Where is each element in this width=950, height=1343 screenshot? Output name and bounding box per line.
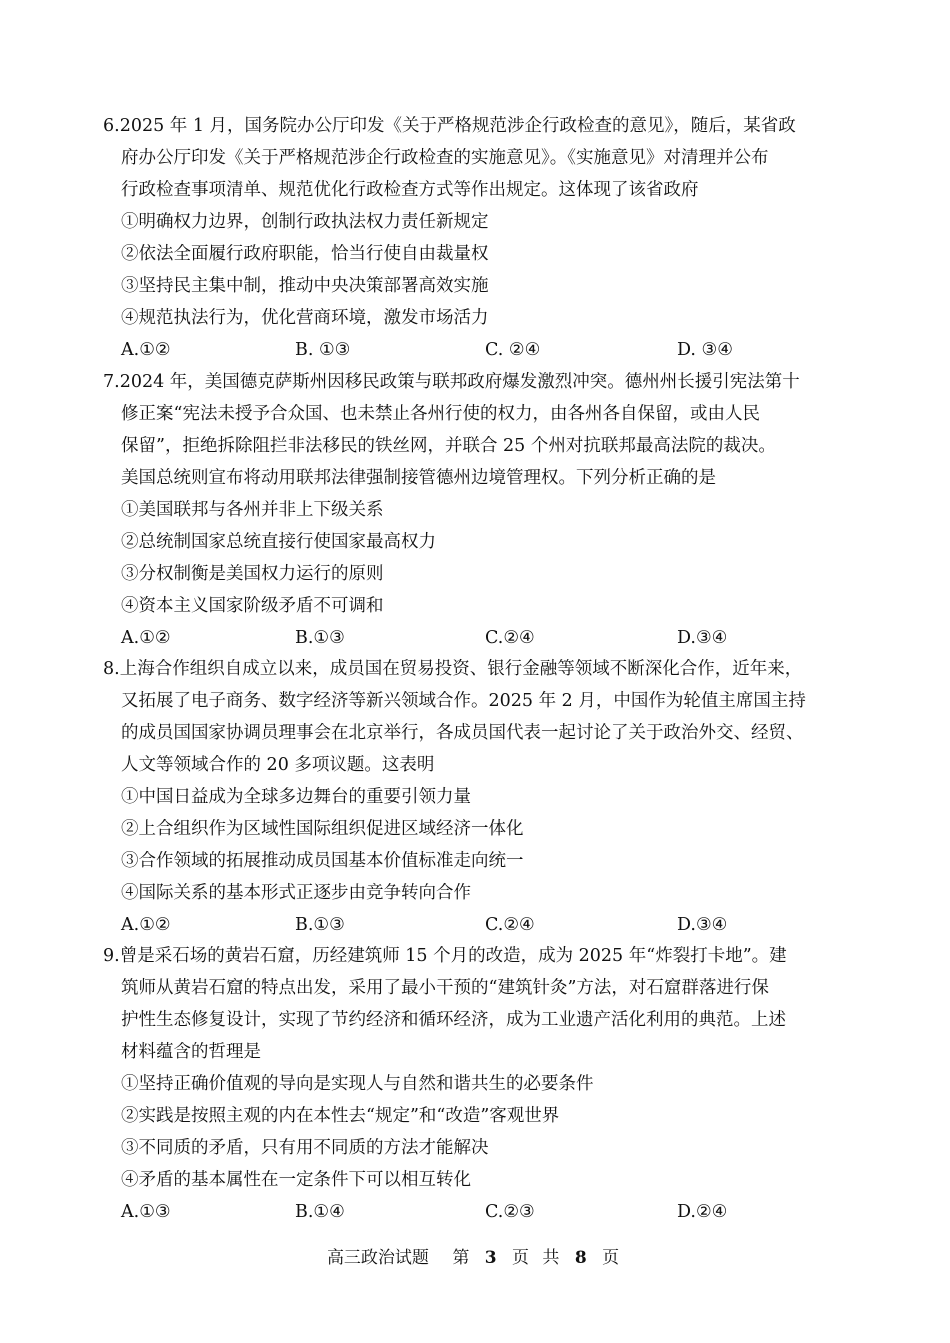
question-stem-line: 9.曾是采石场的黄岩石窟，历经建筑师 15 个月的改造，成为 2025 年“炸裂打卡地”。建 xyxy=(103,946,787,966)
statement-2: ②总统制国家总统直接行使国家最高权力 xyxy=(121,532,436,552)
question-stem-line: 人文等领域合作的 20 多项议题。这表明 xyxy=(121,755,435,775)
question-stem-line: 6.2025 年 1 月，国务院办公厅印发《关于严格规范涉企行政检查的意见》，随后，某省政 xyxy=(103,116,796,136)
choice-d: D.③④ xyxy=(677,628,728,648)
choice-a: A.①② xyxy=(121,340,171,360)
statement-1: ①中国日益成为全球多边舞台的重要引领力量 xyxy=(121,787,471,807)
statement-3: ③坚持民主集中制，推动中央决策部署高效实施 xyxy=(121,276,489,296)
choice-c: C.②③ xyxy=(485,1202,535,1222)
question-stem-line: 材料蕴含的哲理是 xyxy=(121,1042,261,1062)
choice-b: B. ①③ xyxy=(295,340,351,360)
choice-c: C.②④ xyxy=(485,628,535,648)
choice-c: C.②④ xyxy=(485,915,535,935)
footer-page-number: 3 xyxy=(484,1248,497,1268)
question-stem-line: 保留”，拒绝拆除阻拦非法移民的铁丝网，并联合 25 个州对抗联邦最高法院的裁决。 xyxy=(121,436,776,456)
page-footer xyxy=(0,1246,950,1270)
choice-b: B.①④ xyxy=(295,1202,345,1222)
question-stem-line: 修正案“宪法未授予合众国、也未禁止各州行使的权力，由各州各自保留，或由人民 xyxy=(121,404,760,424)
question-stem-line: 护性生态修复设计，实现了节约经济和循环经济，成为工业遗产活化利用的典范。上述 xyxy=(121,1010,786,1030)
choice-a: A.①③ xyxy=(121,1202,171,1222)
question-stem-line: 的成员国国家协调员理事会在北京举行，各成员国代表一起讨论了关于政治外交、经贸、 xyxy=(121,723,804,743)
statement-1: ①坚持正确价值观的导向是实现人与自然和谐共生的必要条件 xyxy=(121,1074,594,1094)
question-stem-line: 又拓展了电子商务、数字经济等新兴领域合作。2025 年 2 月，中国作为轮值主席国主持 xyxy=(121,691,806,711)
question-stem-line: 8.上海合作组织自成立以来，成员国在贸易投资、银行金融等领域不断深化合作，近年来， xyxy=(103,659,803,679)
footer-page-prefix: 第 xyxy=(452,1248,470,1268)
statement-3: ③合作领域的拓展推动成员国基本价值标准走向统一 xyxy=(121,851,524,871)
question-stem-line: 府办公厅印发《关于严格规范涉企行政检查的实施意见》。《实施意见》对清理并公布 xyxy=(121,148,769,168)
statement-4: ④矛盾的基本属性在一定条件下可以相互转化 xyxy=(121,1170,471,1190)
footer-title: 高三政治试题 xyxy=(326,1248,429,1268)
footer-total-word: 页 xyxy=(602,1248,620,1268)
footer-total-pages: 8 xyxy=(574,1248,587,1268)
choice-d: D. ③④ xyxy=(677,340,733,360)
choice-d: D.③④ xyxy=(677,915,728,935)
statement-4: ④资本主义国家阶级矛盾不可调和 xyxy=(121,596,384,616)
statement-3: ③分权制衡是美国权力运行的原则 xyxy=(121,564,384,584)
choice-c: C. ②④ xyxy=(485,340,541,360)
choice-b: B.①③ xyxy=(295,915,345,935)
statement-1: ①美国联邦与各州并非上下级关系 xyxy=(121,500,384,520)
statement-2: ②依法全面履行政府职能，恰当行使自由裁量权 xyxy=(121,244,489,264)
choice-a: A.①② xyxy=(121,915,171,935)
statement-4: ④规范执法行为，优化营商环境，激发市场活力 xyxy=(121,308,489,328)
footer-page-word: 页 xyxy=(512,1248,529,1268)
question-stem-line: 美国总统则宣布将动用联邦法律强制接管德州边境管理权。下列分析正确的是 xyxy=(121,468,716,488)
statement-1: ①明确权力边界，创制行政执法权力责任新规定 xyxy=(121,212,489,232)
choice-b: B.①③ xyxy=(295,628,345,648)
statement-4: ④国际关系的基本形式正逐步由竞争转向合作 xyxy=(121,883,471,903)
statement-2: ②实践是按照主观的内在本性去“规定”和“改造”客观世界 xyxy=(121,1106,560,1126)
footer-total-prefix: 共 xyxy=(542,1248,560,1268)
question-stem-line: 7.2024 年，美国德克萨斯州因移民政策与联邦政府爆发激烈冲突。德州州长援引宪法第十 xyxy=(103,372,800,392)
choice-d: D.②④ xyxy=(677,1202,728,1222)
statement-3: ③不同质的矛盾，只有用不同质的方法才能解决 xyxy=(121,1138,489,1158)
statement-2: ②上合组织作为区域性国际组织促进区域经济一体化 xyxy=(121,819,524,839)
question-stem-line: 筑师从黄岩石窟的特点出发，采用了最小干预的“建筑针灸”方法，对石窟群落进行保 xyxy=(121,978,769,998)
choice-a: A.①② xyxy=(121,628,171,648)
question-stem-line: 行政检查事项清单、规范优化行政检查方式等作出规定。这体现了该省政府 xyxy=(121,180,699,200)
